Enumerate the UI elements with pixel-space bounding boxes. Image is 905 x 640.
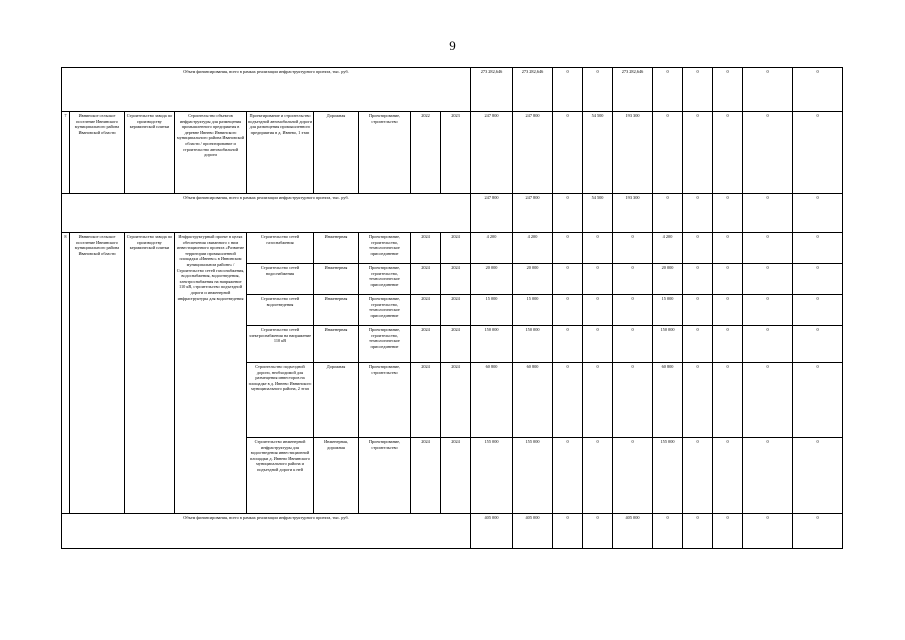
cell-value: 0 [793, 326, 843, 363]
start-year: 2024 [411, 233, 441, 264]
end-year: 2024 [441, 438, 471, 514]
infra-project-cell: Инфраструктурный проект в целях обеспечения связанного с ним инвестиционного проекта «Развитие территории промышленной площадки «Ивнево» в Ивнинском муниципальном районе» / Строительство сетей газоснабжения, водоснабжения, водоотведения, электроснабжения на напряжение 110 кВ, строительство подъездной дороги и инженерной инфраструктуры для водоотведения [175, 233, 247, 514]
cell-total: 273 282,646 [471, 68, 513, 112]
cell-value: 15 000 [653, 295, 683, 326]
cell-value: 247 800 [513, 112, 553, 194]
cell-total: 150 000 [471, 326, 513, 363]
cell-value: 0 [683, 295, 713, 326]
item8-row-0 [62, 233, 843, 264]
cell-value: 273 282,646 [513, 68, 553, 112]
type-cell: Инженерная, дорожная [314, 438, 359, 514]
cell-value: 0 [583, 295, 613, 326]
type-cell: Дорожная [314, 112, 359, 194]
end-year: 2024 [441, 326, 471, 363]
cell-value: 0 [793, 112, 843, 194]
cell-value: 0 [553, 363, 583, 438]
end-year: 2024 [441, 264, 471, 295]
cell-value: 0 [583, 233, 613, 264]
investor-project-cell: Строительство завода по производству керамической плитки [125, 233, 175, 514]
cell-value: 0 [743, 295, 793, 326]
cell-value: 0 [743, 112, 793, 194]
total-row-item8 [62, 514, 843, 549]
cell-value: 405 000 [513, 514, 553, 549]
total-label: Объем финансирования, всего в рамках реализации инфраструктурного проекта, тыс. руб. [62, 68, 471, 112]
cell-total: 405 000 [471, 514, 513, 549]
cell-value: 0 [613, 363, 653, 438]
cell-value: 0 [683, 112, 713, 194]
page-number: 9 [449, 38, 456, 53]
municipality-cell: Ивнинское сельское поселение Ивнинского муниципального района Ивановской области [70, 233, 125, 514]
cell-value: 60 800 [653, 363, 683, 438]
cell-value: 0 [793, 194, 843, 233]
object-cell: Строительство сетей электроснабжения на напряжение 110 кВ [247, 326, 314, 363]
cell-value: 0 [713, 438, 743, 514]
cell-value: 0 [683, 438, 713, 514]
object-cell: Строительство сетей водоснабжения [247, 264, 314, 295]
start-year: 2022 [411, 112, 441, 194]
cell-value: 0 [713, 194, 743, 233]
cell-value: 0 [683, 233, 713, 264]
cell-value: 0 [793, 68, 843, 112]
cell-value: 150 000 [513, 326, 553, 363]
cell-total: 60 800 [471, 363, 513, 438]
cell-value: 0 [653, 194, 683, 233]
work-cell: Проектирование, строительство, технологическое присоединение [359, 295, 411, 326]
cell-value: 0 [553, 264, 583, 295]
total-label: Объем финансирования, всего в рамках реализации инфраструктурного проекта, тыс. руб. [62, 194, 471, 233]
work-cell: Проектирование, строительство [359, 438, 411, 514]
cell-value: 0 [553, 514, 583, 549]
investor-project-cell: Строительство завода по производству керамической плитки [125, 112, 175, 194]
cell-value: 0 [713, 514, 743, 549]
cell-value: 0 [553, 326, 583, 363]
cell-value: 54 500 [583, 194, 613, 233]
item-number: 8 [62, 233, 70, 514]
cell-value: 4 200 [513, 233, 553, 264]
cell-value: 0 [583, 68, 613, 112]
total-row-item7 [62, 194, 843, 233]
cell-value: 0 [653, 514, 683, 549]
municipality-cell: Ивнинское сельское поселение Ивнинского муниципального района Ивановской области [70, 112, 125, 194]
cell-value: 0 [583, 438, 613, 514]
work-cell: Проектирование, строительство [359, 363, 411, 438]
cell-total: 247 800 [471, 112, 513, 194]
work-cell: Проектирование, строительство, технологическое присоединение [359, 264, 411, 295]
start-year: 2024 [411, 326, 441, 363]
cell-value: 0 [683, 68, 713, 112]
cell-value: 0 [743, 363, 793, 438]
cell-value: 155 000 [653, 438, 683, 514]
cell-value: 4 200 [653, 233, 683, 264]
item7-row [62, 112, 843, 194]
cell-value: 0 [613, 438, 653, 514]
cell-value: 0 [683, 194, 713, 233]
work-cell: Проектирование, строительство [359, 112, 411, 194]
cell-total: 247 800 [471, 194, 513, 233]
cell-value: 0 [613, 264, 653, 295]
end-year: 2024 [441, 233, 471, 264]
cell-value: 0 [743, 326, 793, 363]
cell-value: 193 300 [613, 194, 653, 233]
cell-value: 0 [743, 264, 793, 295]
cell-value: 0 [713, 326, 743, 363]
cell-value: 0 [553, 233, 583, 264]
cell-value: 0 [713, 363, 743, 438]
cell-value: 0 [793, 264, 843, 295]
object-cell: Строительство сетей водоотведения [247, 295, 314, 326]
start-year: 2024 [411, 363, 441, 438]
cell-value: 0 [553, 112, 583, 194]
financing-table [61, 67, 843, 549]
cell-value: 0 [743, 68, 793, 112]
cell-total: 20 000 [471, 264, 513, 295]
cell-value: 0 [613, 326, 653, 363]
cell-value: 20 000 [653, 264, 683, 295]
cell-value: 0 [553, 68, 583, 112]
type-cell: Инженерная [314, 264, 359, 295]
total-row-item6 [62, 68, 843, 112]
end-year: 2024 [441, 363, 471, 438]
cell-value: 0 [793, 514, 843, 549]
cell-value: 0 [683, 264, 713, 295]
total-label: Объем финансирования, всего в рамках реализации инфраструктурного проекта, тыс. руб. [62, 514, 471, 549]
type-cell: Дорожная [314, 363, 359, 438]
cell-value: 54 500 [583, 112, 613, 194]
cell-value: 273 282,646 [613, 68, 653, 112]
cell-total: 15 000 [471, 295, 513, 326]
cell-value: 0 [683, 363, 713, 438]
cell-value: 155 000 [513, 438, 553, 514]
cell-value: 0 [793, 233, 843, 264]
item-number: 7 [62, 112, 70, 194]
cell-value: 0 [653, 68, 683, 112]
work-cell: Проектирование, строительство, технологическое присоединение [359, 233, 411, 264]
object-cell: Строительство сетей газоснабжения [247, 233, 314, 264]
cell-value: 0 [793, 438, 843, 514]
start-year: 2024 [411, 264, 441, 295]
cell-value: 193 300 [613, 112, 653, 194]
cell-value: 150 000 [653, 326, 683, 363]
cell-value: 0 [793, 363, 843, 438]
start-year: 2024 [411, 438, 441, 514]
cell-value: 0 [713, 264, 743, 295]
type-cell: Инженерная [314, 233, 359, 264]
cell-value: 0 [653, 112, 683, 194]
cell-value: 0 [553, 295, 583, 326]
cell-value: 0 [583, 264, 613, 295]
cell-value: 15 000 [513, 295, 553, 326]
cell-value: 0 [613, 233, 653, 264]
work-cell: Проектирование, строительство, технологическое присоединение [359, 326, 411, 363]
cell-value: 0 [743, 194, 793, 233]
end-year: 2024 [441, 295, 471, 326]
end-year: 2023 [441, 112, 471, 194]
cell-value: 0 [713, 68, 743, 112]
infra-project-cell: Строительство объектов инфраструктуры для размещения промышленного предприятия в деревне Ивнево Ивнинского муниципального района Ивановской области / проектирование и строительство автомобильной дороги [175, 112, 247, 194]
object-cell: Строительство подъездной дороги, необходимой для размещения инвесторов на площадке в д. Ивнево Ивнинского муниципального района, 2 этап [247, 363, 314, 438]
cell-value: 0 [743, 514, 793, 549]
cell-value: 0 [683, 514, 713, 549]
cell-value: 0 [713, 112, 743, 194]
cell-value: 0 [793, 295, 843, 326]
cell-total: 4 200 [471, 233, 513, 264]
cell-value: 0 [583, 514, 613, 549]
cell-value: 0 [553, 194, 583, 233]
cell-value: 0 [553, 438, 583, 514]
cell-value: 0 [713, 233, 743, 264]
object-cell: Проектирование и строительство подъездной автомобильной дороги для размещения промышленного предприятия в д. Ивнево, 1 этап [247, 112, 314, 194]
cell-value: 20 000 [513, 264, 553, 295]
cell-value: 0 [583, 326, 613, 363]
cell-value: 0 [613, 295, 653, 326]
type-cell: Инженерная [314, 326, 359, 363]
cell-value: 0 [583, 363, 613, 438]
cell-value: 0 [743, 438, 793, 514]
type-cell: Инженерная [314, 295, 359, 326]
cell-value: 60 800 [513, 363, 553, 438]
object-cell: Строительство инженерной инфраструктуры для водоотведения инвестиционной площадки д. Ивнево Ивнинского муниципального района и подъездной дороги к ней [247, 438, 314, 514]
cell-value: 0 [683, 326, 713, 363]
cell-value: 0 [713, 295, 743, 326]
start-year: 2024 [411, 295, 441, 326]
cell-value: 405 000 [613, 514, 653, 549]
cell-total: 155 000 [471, 438, 513, 514]
cell-value: 247 800 [513, 194, 553, 233]
cell-value: 0 [743, 233, 793, 264]
